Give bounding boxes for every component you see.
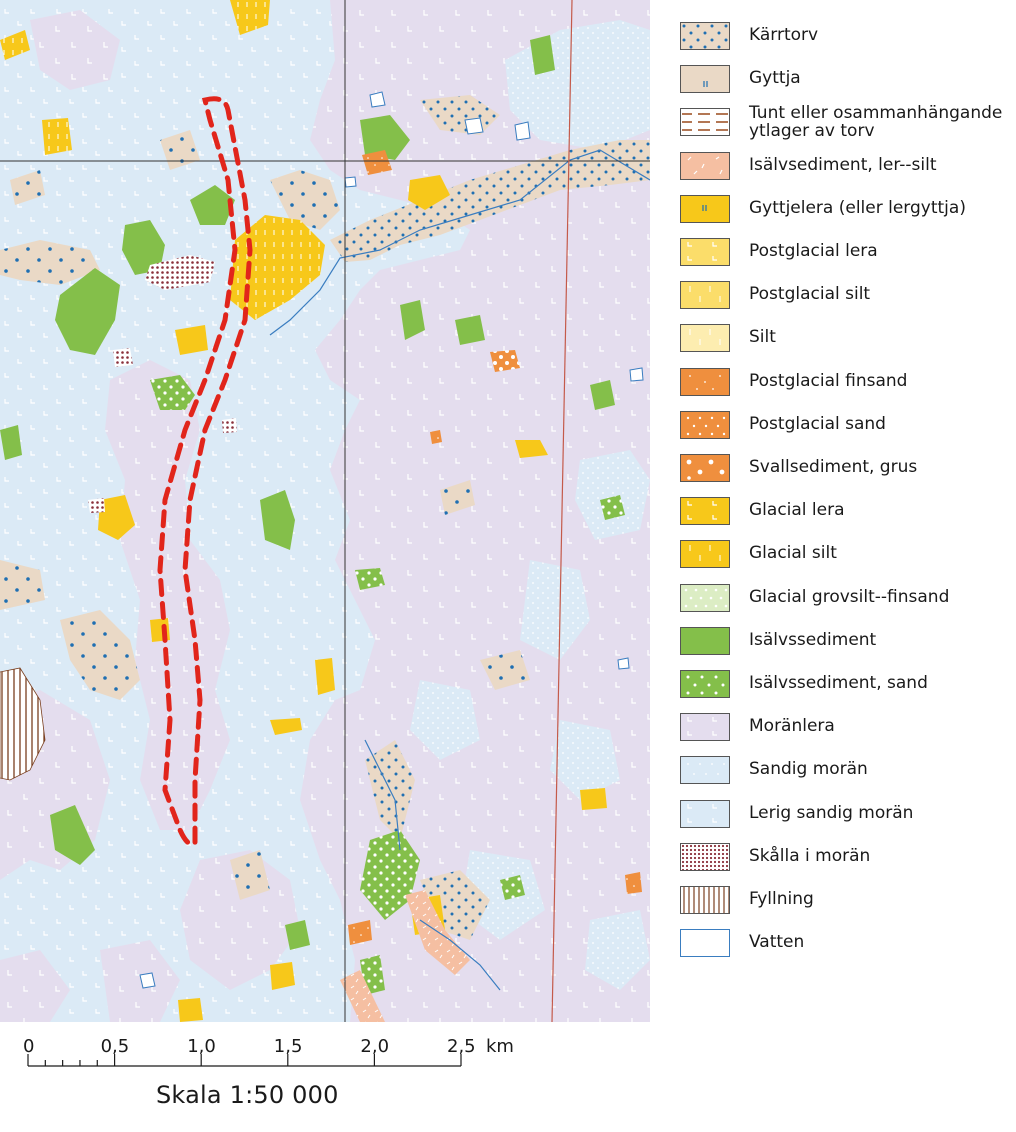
legend-swatch-silt	[680, 324, 730, 352]
legend-item-isalv-ler	[678, 148, 1012, 182]
legend-item-pg-sand	[678, 407, 1012, 441]
legend-item-vatten	[678, 925, 1012, 959]
scale-tick-label: 2,5	[447, 1036, 476, 1057]
legend-label: Glacial silt	[749, 543, 837, 564]
legend-swatch-pg-finsand	[680, 368, 730, 396]
legend-swatch-lerig	[680, 800, 730, 828]
legend-swatch-isalv-sand	[680, 670, 730, 698]
scale-tick-label: 0,5	[100, 1036, 130, 1057]
scale-tick-label: 2,0	[360, 1036, 390, 1057]
legend-item-pg-finsand	[678, 364, 1012, 398]
legend-label: Postglacial sand	[749, 413, 886, 434]
legend-item-isalv	[678, 623, 1012, 657]
legend-swatch-gyttja	[680, 65, 730, 93]
legend-swatch-gl-lera	[680, 497, 730, 525]
legend-item-isalv-sand	[678, 666, 1012, 700]
legend-label: Kärrtorv	[749, 25, 819, 45]
legend-swatch-fyllning	[680, 886, 730, 914]
legend-swatch-gl-grovsilt	[680, 584, 730, 612]
scale-tick-label: 0	[23, 1036, 35, 1057]
legend-swatch-moranlera	[680, 713, 730, 741]
legend-swatch-isalv	[680, 627, 730, 655]
legend-item-moranlera	[678, 709, 1012, 743]
legend-item-pg-lera	[678, 234, 1012, 268]
legend-label: Sandig morän	[749, 759, 868, 780]
legend-item-gyttjelera	[678, 191, 1012, 225]
legend-item-fyllning	[678, 882, 1012, 916]
legend-swatch-tunt	[680, 108, 730, 136]
legend-item-karrtorv	[678, 18, 1012, 52]
legend-item-skalla	[678, 839, 1012, 873]
scale-tick-label: 1,5	[273, 1036, 303, 1057]
legend-item-silt	[678, 320, 1012, 354]
legend-label: Isälvsediment, ler--silt	[749, 154, 937, 175]
legend-item-gyttja	[678, 61, 1012, 95]
legend-swatch-sandig	[680, 756, 730, 784]
legend-swatch-isalv-ler	[680, 152, 730, 180]
legend-swatch-svall	[680, 454, 730, 482]
scale-tick-label: 1,0	[187, 1036, 216, 1057]
scale-bar	[0, 1022, 650, 1132]
legend-swatch-vatten	[680, 929, 730, 957]
legend-label: Postglacial silt	[749, 284, 871, 305]
legend-label: Gyttja	[749, 68, 801, 89]
legend-label: Fyllning	[749, 889, 814, 909]
legend-label: Svallsediment, grus	[749, 457, 918, 477]
legend-swatch-pg-lera	[680, 238, 730, 266]
legend-item-pg-silt	[678, 277, 1012, 311]
legend-item-gl-silt	[678, 536, 1012, 570]
legend-swatch-skalla	[680, 843, 730, 871]
legend-label: Vatten	[749, 932, 805, 953]
legend-swatch-gyttjelera	[680, 195, 730, 223]
legend-swatch-karrtorv	[680, 22, 730, 50]
legend-label: Isälvssediment	[749, 629, 877, 650]
legend-item-svall	[678, 450, 1012, 484]
legend-label: Moränlera	[749, 716, 835, 737]
legend-label: Postglacial lera	[749, 241, 878, 261]
legend-swatch-pg-silt	[680, 281, 730, 309]
legend-label: Lerig sandig morän	[749, 802, 914, 823]
legend-label: Gyttjelera (eller lergyttja)	[749, 197, 966, 218]
svallsediment-areas	[490, 350, 520, 372]
legend-label: Isälvssediment, sand	[749, 673, 928, 693]
legend-label: Glacial grovsilt--finsand	[749, 586, 950, 607]
legend-item-sandig	[678, 752, 1012, 786]
legend-label: Silt	[749, 327, 776, 348]
legend-swatch-pg-sand	[680, 411, 730, 439]
legend-label: Postglacial finsand	[749, 370, 908, 391]
legend-label: Skålla i morän	[749, 845, 871, 866]
legend-label: Tunt eller osammanhängande ytlager av torv	[749, 103, 1003, 142]
scale-title: Skala 1:50 000	[156, 1081, 339, 1109]
legend-item-gl-lera	[678, 493, 1012, 527]
legend-item-lerig	[678, 796, 1012, 830]
scale-unit: km	[486, 1036, 514, 1057]
legend-item-tunt	[678, 103, 1012, 142]
legend-item-gl-grovsilt	[678, 580, 1012, 614]
legend-swatch-gl-silt	[680, 540, 730, 568]
legend-label: Glacial lera	[749, 500, 845, 521]
